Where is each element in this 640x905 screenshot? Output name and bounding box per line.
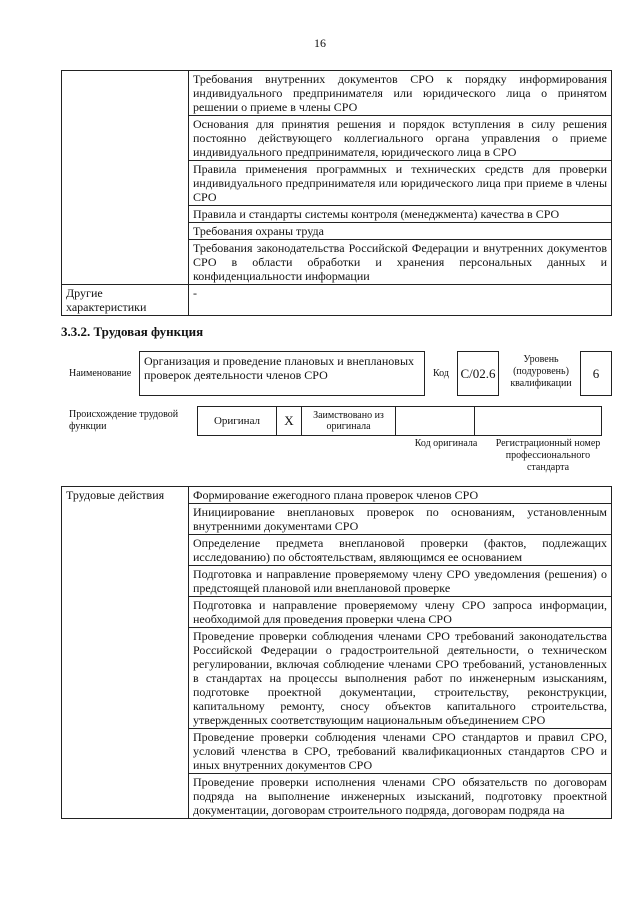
level-label: Уровень (подуровень) квалификации <box>510 354 572 389</box>
original-mark: X <box>277 407 302 436</box>
borrowed-label: Заимствовано из оригинала <box>302 407 396 436</box>
original-label: Оригинал <box>198 407 277 436</box>
other-characteristics-label: Другие характеристики <box>62 285 189 316</box>
original-code-cell <box>396 407 475 436</box>
table-cell: Инициирование внеплановых проверок по основаниям, установленным внутренними документами СРО <box>189 504 612 535</box>
table-cell: Требования законодательства Российской Федерации и внутренних документов СРО в области обработки и хранения персональных данных и конфиденциальности информации <box>189 240 612 285</box>
name-label: Наименование <box>69 368 132 379</box>
table-cell: Формирование ежегодного плана проверок членов СРО <box>189 487 612 504</box>
empty-label-cell <box>62 71 189 285</box>
function-code-box: С/02.6 <box>457 351 499 396</box>
labor-actions-table <box>61 486 612 819</box>
reg-number-label: Регистрационный номер профессионального стандарта <box>495 438 601 473</box>
table-cell: Правила применения программных и технических средств для проверки индивидуального предпринимателя или юридического лица при приеме в члены СРО <box>189 161 612 206</box>
table-row <box>198 407 602 436</box>
table-row <box>62 71 612 116</box>
table-cell: Требования охраны труда <box>189 223 612 240</box>
origin-table <box>197 406 602 436</box>
table-row <box>62 487 612 504</box>
reg-number-cell <box>475 407 602 436</box>
knowledge-table-continuation <box>61 70 612 316</box>
code-label: Код <box>433 368 449 379</box>
table-cell: Проведение проверки соблюдения членами СРО стандартов и правил СРО, условий членства в СРО, требований квалификационных стандартов СРО и иных внутренних документов СРО <box>189 729 612 774</box>
section-heading: 3.3.2. Трудовая функция <box>61 324 204 339</box>
table-cell: Подготовка и направление проверяемому члену СРО запроса информации, необходимой для проведения проверки члена СРО <box>189 597 612 628</box>
table-cell: Правила и стандарты системы контроля (менеджмента) качества в СРО <box>189 206 612 223</box>
table-cell: Проведение проверки соблюдения членами СРО требований законодательства Российской Федерации о градостроительной деятельности, о техническом регулировании, включая соблюдение членами СРО требований, установленных в стандартах на процессы выполнения работ по инженерным изысканиям, подготовке проектной документации, строительству, реконструкции, капитальному ремонту, сносу объектов капитального строительства, утвержденных соответствующим национальным объединением СРО <box>189 628 612 729</box>
table-cell: Основания для принятия решения и порядок вступления в силу решения постоянно действующего коллегиального органа управления о приеме индивидуального предпринимателя, юридического лица в СРО <box>189 116 612 161</box>
function-name-box: Организация и проведение плановых и внеплановых проверок деятельности членов СРО <box>139 351 425 396</box>
table-cell: Определение предмета внеплановой проверки (фактов, подлежащих исследованию) по обстоятельствам, являющимся ее основанием <box>189 535 612 566</box>
table-cell: Подготовка и направление проверяемому члену СРО уведомления (решения) о предстоящей плановой или внеплановой проверке <box>189 566 612 597</box>
labor-actions-label: Трудовые действия <box>62 487 189 819</box>
table-row <box>62 285 612 316</box>
table-cell: Проведение проверки исполнения членами СРО обязательств по договорам подряда на выполнение инженерных изысканий, подготовку проектной документации, договорам строительного подряда, договорам подряда на <box>189 774 612 819</box>
page-number: 16 <box>314 36 326 50</box>
origin-label: Происхождение трудовой функции <box>69 409 179 432</box>
table-cell: Требования внутренних документов СРО к порядку информирования индивидуального предпринимателя или юридического лица о принятом решении о приеме в члены СРО <box>189 71 612 116</box>
other-characteristics-value: - <box>189 285 612 316</box>
qualification-level-box: 6 <box>580 351 612 396</box>
original-code-label: Код оригинала <box>414 438 478 449</box>
